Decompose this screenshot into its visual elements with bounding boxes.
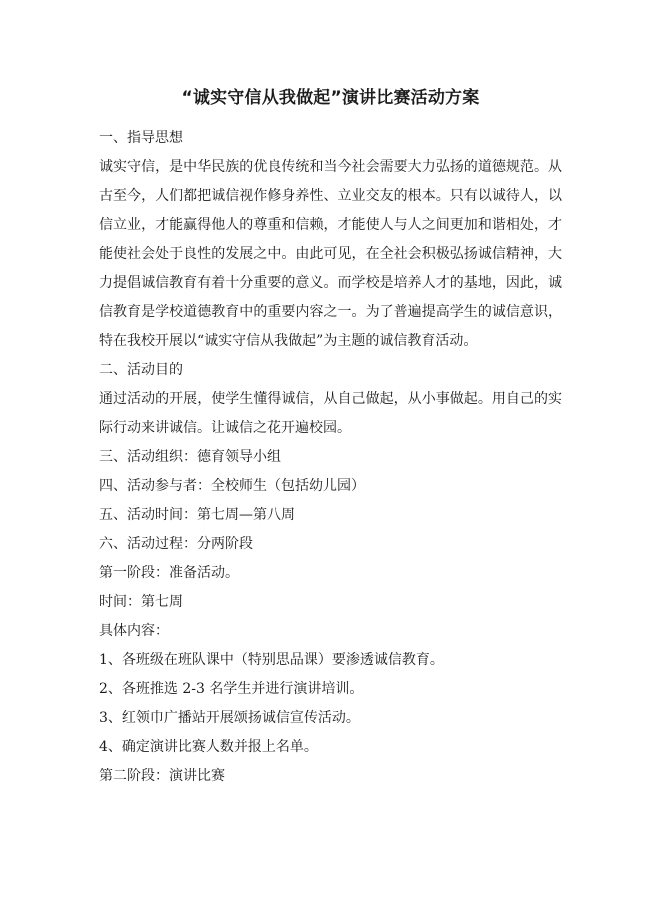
section-activity-time: 五、活动时间：第七周—第八周 (99, 507, 295, 523)
section-activity-participants: 四、活动参与者：全校师生（包括幼儿园） (99, 478, 365, 494)
phase-one-title: 第一阶段：准备活动。 (99, 565, 239, 581)
list-item: 4、确定演讲比赛人数并报上名单。 (99, 739, 318, 755)
paragraph-guiding-ideology: 诚实守信，是中华民族的优良传统和当今社会需要大力弘扬的道德规范。从古至今，人们都把诚信视作修身养性、立业交友的根本。只有以诚待人，以信立业，才能赢得他人的尊重和信赖，才能使人与人之间更加和谐相处，才能使社会处于良性的发展之中。由此可见，在全社会积极弘扬诚信精神，大力提倡诚信教育有着十分重要的意义。而学校是培养人才的基地，因此，诚信教育是学校道德教育中的重要内容之一。为了普遍提高学生的诚信意识，特在我校开展以“诚实守信从我做起”为主题的诚信教育活动。 (99, 159, 562, 349)
list-item: 1、各班级在班队课中（特别思品课）要渗透诚信教育。 (99, 652, 444, 668)
section-activity-organization: 三、活动组织：德育领导小组 (99, 449, 281, 465)
phase-two-title: 第二阶段：演讲比赛 (99, 768, 225, 784)
section-activity-process: 六、活动过程：分两阶段 (99, 536, 253, 552)
paragraph-activity-purpose: 通过活动的开展，使学生懂得诚信，从自己做起，从小事做起。用自己的实际行动来讲诚信。让诚信之花开遍校园。 (99, 391, 562, 436)
document-title: “诚实守信从我做起”演讲比赛活动方案 (181, 88, 480, 108)
section-heading-guiding-ideology: 一、指导思想 (99, 130, 183, 146)
phase-one-time: 时间：第七周 (99, 594, 183, 610)
list-item: 3、红领巾广播站开展颂扬诚信宣传活动。 (99, 710, 360, 726)
section-heading-activity-purpose: 二、活动目的 (99, 362, 183, 378)
list-item: 2、各班推选 2-3 名学生并进行演讲培训。 (99, 681, 364, 697)
phase-one-content-label: 具体内容： (99, 623, 169, 639)
